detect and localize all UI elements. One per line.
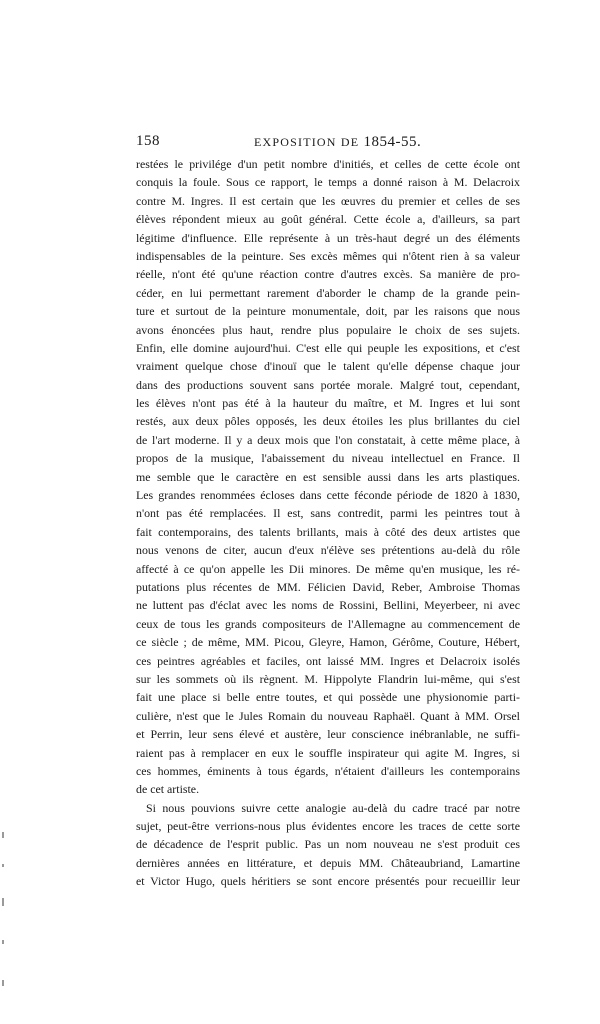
running-head-title: EXPOSITION DE: [254, 135, 360, 149]
text-line: ces hommes, éminents à tous égards, n'étaient d'ailleurs les contemporains: [136, 763, 520, 778]
text-line: ceux de tous les grands compositeurs de l'Allemagne au commencement de: [136, 616, 520, 631]
text-line: avons énoncées plus haut, rendre plus populaire le choix de ses sujets.: [136, 322, 520, 337]
text-line: Si nous pouvions suivre cette analogie au-delà du cadre tracé par notre: [146, 800, 520, 815]
text-line: restés, aux deux pôles opposés, les deux étoiles les plus brillantes du ciel: [136, 414, 520, 429]
text-line: les élèves n'ont pas été à la hauteur du maître, et M. Ingres et lui sont: [136, 396, 520, 411]
text-line: céder, en lui permettant rarement d'aborder le champ de la grande pein-: [136, 285, 520, 300]
scan-margin-marks: [0, 820, 8, 1020]
text-line: raient pas à remplacer en eux le souffle inspirateur qui agite M. Ingres, si: [136, 745, 520, 760]
text-line: fait contemporains, des talents brillants, mais à côté des deux artistes que: [136, 524, 520, 539]
page-header: [136, 133, 520, 155]
text-line: culière, n'est que le Jules Romain du nouveau Raphaël. Quant à MM. Orsel: [136, 708, 520, 723]
text-line: fait une place si belle entre toutes, et qui possède une physionomie parti-: [136, 690, 520, 705]
text-line: élèves répondent mieux au goût général. Cette école a, d'ailleurs, sa part: [136, 212, 520, 227]
text-line: ture et surtout de la peinture monumentale, doit, par les raisons que nous: [136, 304, 520, 319]
text-line: ce siècle ; de même, MM. Picou, Gleyre, Hamon, Gérôme, Couture, Hébert,: [136, 635, 520, 650]
text-line: sur les sommets où ils règnent. M. Hippolyte Flandrin lui-même, qui s'est: [136, 671, 520, 686]
body-text: [136, 155, 520, 891]
text-line: Enfin, elle domine aujourd'hui. C'est elle qui peuple les expositions, et c'est: [136, 340, 520, 355]
text-line: vraiment quelque chose d'inouï que le talent qu'elle dépense chaque jour: [136, 359, 520, 374]
text-line: sujet, peut-être verrions-nous plus évidentes encore les traces de cette sorte: [136, 819, 520, 834]
scan-speck: [2, 980, 4, 986]
text-line: propos de la musique, l'abaissement du niveau intellectuel en France. Il: [136, 451, 520, 466]
scan-speck: [2, 832, 4, 838]
text-line: de décadence de l'esprit public. Pas un nom nouveau ne s'est produit ces: [136, 837, 520, 852]
text-line: réelle, n'ont été qu'une réaction contre d'autres excès. Sa manière de pro-: [136, 267, 520, 282]
text-line: nous venons de citer, aucun d'eux n'élève ses prétentions au-delà du rôle: [136, 543, 520, 558]
text-line: Les grandes renommées écloses dans cette féconde période de 1820 à 1830,: [136, 488, 520, 503]
text-line: conquis la foule. Sous ce rapport, le temps a donné raison à M. Delacroix: [136, 175, 520, 190]
text-line: ces peintres agréables et faciles, ont laissé MM. Ingres et Delacroix isolés: [136, 653, 520, 668]
text-line: n'ont pas été remplacées. Il est, sans contredit, parmi les peintres tout à: [136, 506, 520, 521]
page-number: 158: [136, 133, 160, 149]
scan-speck: [2, 940, 4, 944]
text-line: de l'art moderne. Il y a deux mois que l'on constatait, à cette même place, à: [136, 432, 520, 447]
scan-speck: [2, 864, 4, 867]
text-line: dernières années en littérature, et depuis MM. Châteaubriand, Lamartine: [136, 855, 520, 870]
text-line: putations plus récentes de MM. Félicien David, Reber, Ambroise Thomas: [136, 579, 520, 594]
running-head: [254, 134, 421, 151]
text-line: légitime d'influence. Elle représente à un très-haut degré un des éléments: [136, 230, 520, 245]
text-line: restées le privilége d'un petit nombre d'initiés, et celles de cette école ont: [136, 157, 520, 171]
text-line: affecté à ce qu'on appelle les Dii minores. De même qu'en musique, les ré-: [136, 561, 520, 576]
text-line: et Perrin, leur sens élevé et austère, leur conscience inébranlable, ne suffi-: [136, 727, 520, 742]
text-line: indispensables de la peinture. Ses excès mêmes qui n'ôtent rien à sa valeur: [136, 248, 520, 263]
text-line: me semble que le caractère en est sensible aussi dans les arts plastiques.: [136, 469, 520, 484]
text-line: dans des productions souvent sans portée morale. Malgré tout, cependant,: [136, 377, 520, 392]
text-line: contre M. Ingres. Il est certain que les œuvres du premier et celles de ses: [136, 193, 520, 208]
text-line: ne luttent pas d'éclat avec les noms de Rossini, Bellini, Meyerbeer, ni avec: [136, 598, 520, 613]
text-line: et Victor Hugo, quels héritiers se sont encore présentés pour recueillir leur: [136, 874, 520, 889]
running-head-years: 1854-55.: [363, 134, 422, 150]
scan-speck: [2, 898, 4, 906]
text-line: de cet artiste.: [136, 782, 200, 797]
